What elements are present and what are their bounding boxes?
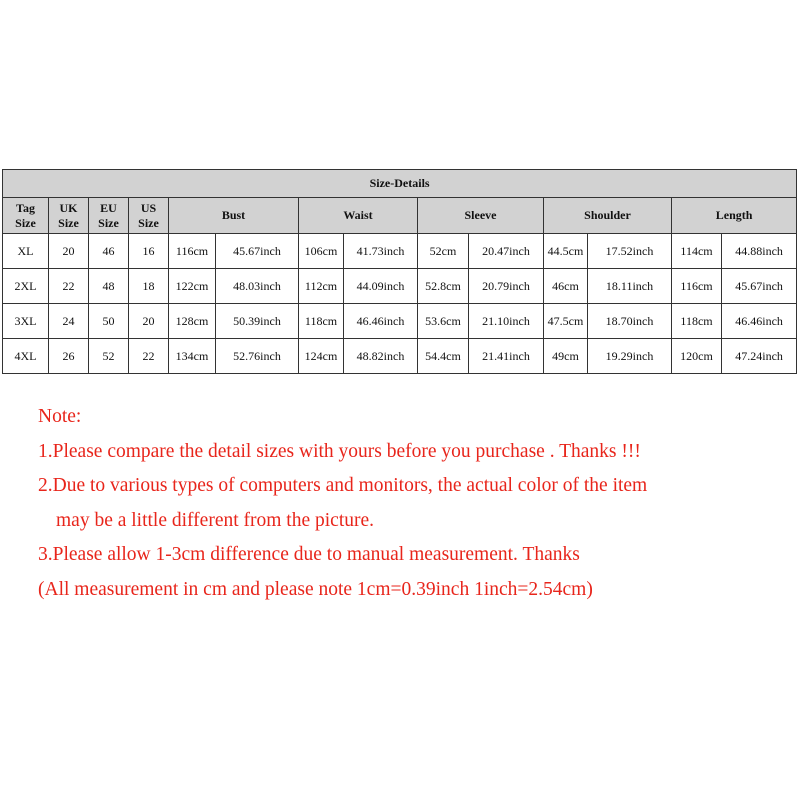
cell-length-cm: 120cm (672, 339, 722, 374)
cell-eu-size: 50 (89, 304, 129, 339)
cell-length-inch: 46.46inch (722, 304, 797, 339)
table-row (3, 234, 797, 269)
header-sleeve: Sleeve (418, 198, 544, 234)
cell-shoulder-cm: 49cm (544, 339, 588, 374)
cell-uk-size: 26 (49, 339, 89, 374)
cell-length-cm: 118cm (672, 304, 722, 339)
cell-waist-inch: 48.82inch (344, 339, 418, 374)
note-line-4: (All measurement in cm and please note 1cm=0.39inch 1inch=2.54cm) (38, 578, 593, 600)
cell-sleeve-inch: 20.47inch (469, 234, 544, 269)
cell-us-size: 18 (129, 269, 169, 304)
cell-shoulder-inch: 18.70inch (588, 304, 672, 339)
size-details-table (2, 169, 797, 374)
header-bust: Bust (169, 198, 299, 234)
cell-sleeve-inch: 21.41inch (469, 339, 544, 374)
header-us-size: US Size (129, 198, 169, 234)
cell-sleeve-cm: 52.8cm (418, 269, 469, 304)
header-uk-size: UK Size (49, 198, 89, 234)
cell-sleeve-inch: 20.79inch (469, 269, 544, 304)
cell-length-cm: 116cm (672, 269, 722, 304)
table-title: Size-Details (3, 170, 797, 198)
header-waist: Waist (299, 198, 418, 234)
cell-bust-inch: 45.67inch (216, 234, 299, 269)
cell-length-cm: 114cm (672, 234, 722, 269)
cell-length-inch: 45.67inch (722, 269, 797, 304)
cell-shoulder-inch: 18.11inch (588, 269, 672, 304)
cell-shoulder-cm: 44.5cm (544, 234, 588, 269)
cell-length-inch: 44.88inch (722, 234, 797, 269)
table-row (3, 339, 797, 374)
cell-us-size: 22 (129, 339, 169, 374)
cell-tag-size: 3XL (3, 304, 49, 339)
cell-length-inch: 47.24inch (722, 339, 797, 374)
cell-bust-cm: 128cm (169, 304, 216, 339)
header-length: Length (672, 198, 797, 234)
cell-tag-size: 4XL (3, 339, 49, 374)
cell-waist-cm: 124cm (299, 339, 344, 374)
table-row (3, 304, 797, 339)
cell-waist-inch: 44.09inch (344, 269, 418, 304)
note-line-2-continued: may be a little different from the picture. (56, 509, 375, 531)
cell-eu-size: 52 (89, 339, 129, 374)
table-row (3, 269, 797, 304)
notes-section (38, 400, 788, 607)
cell-sleeve-inch: 21.10inch (469, 304, 544, 339)
cell-uk-size: 20 (49, 234, 89, 269)
header-shoulder: Shoulder (544, 198, 672, 234)
cell-bust-inch: 52.76inch (216, 339, 299, 374)
cell-waist-cm: 112cm (299, 269, 344, 304)
cell-waist-cm: 118cm (299, 304, 344, 339)
cell-bust-cm: 134cm (169, 339, 216, 374)
cell-eu-size: 48 (89, 269, 129, 304)
cell-bust-inch: 50.39inch (216, 304, 299, 339)
cell-us-size: 20 (129, 304, 169, 339)
note-line-1: 1.Please compare the detail sizes with yours before you purchase . Thanks !!! (38, 440, 641, 462)
cell-bust-cm: 116cm (169, 234, 216, 269)
cell-tag-size: 2XL (3, 269, 49, 304)
cell-us-size: 16 (129, 234, 169, 269)
cell-uk-size: 24 (49, 304, 89, 339)
cell-sleeve-cm: 52cm (418, 234, 469, 269)
cell-eu-size: 46 (89, 234, 129, 269)
cell-sleeve-cm: 53.6cm (418, 304, 469, 339)
note-heading: Note: (38, 406, 82, 427)
cell-bust-inch: 48.03inch (216, 269, 299, 304)
cell-shoulder-inch: 19.29inch (588, 339, 672, 374)
cell-shoulder-cm: 47.5cm (544, 304, 588, 339)
cell-uk-size: 22 (49, 269, 89, 304)
cell-waist-cm: 106cm (299, 234, 344, 269)
table-title-row (3, 170, 797, 198)
cell-tag-size: XL (3, 234, 49, 269)
cell-waist-inch: 41.73inch (344, 234, 418, 269)
cell-shoulder-inch: 17.52inch (588, 234, 672, 269)
header-tag-size: Tag Size (3, 198, 49, 234)
note-line-2: 2.Due to various types of computers and monitors, the actual color of the item (38, 475, 648, 496)
note-line-3: 3.Please allow 1-3cm difference due to manual measurement. Thanks (38, 544, 580, 565)
cell-sleeve-cm: 54.4cm (418, 339, 469, 374)
table-header-row (3, 198, 797, 234)
cell-shoulder-cm: 46cm (544, 269, 588, 304)
header-eu-size: EU Size (89, 198, 129, 234)
cell-waist-inch: 46.46inch (344, 304, 418, 339)
cell-bust-cm: 122cm (169, 269, 216, 304)
